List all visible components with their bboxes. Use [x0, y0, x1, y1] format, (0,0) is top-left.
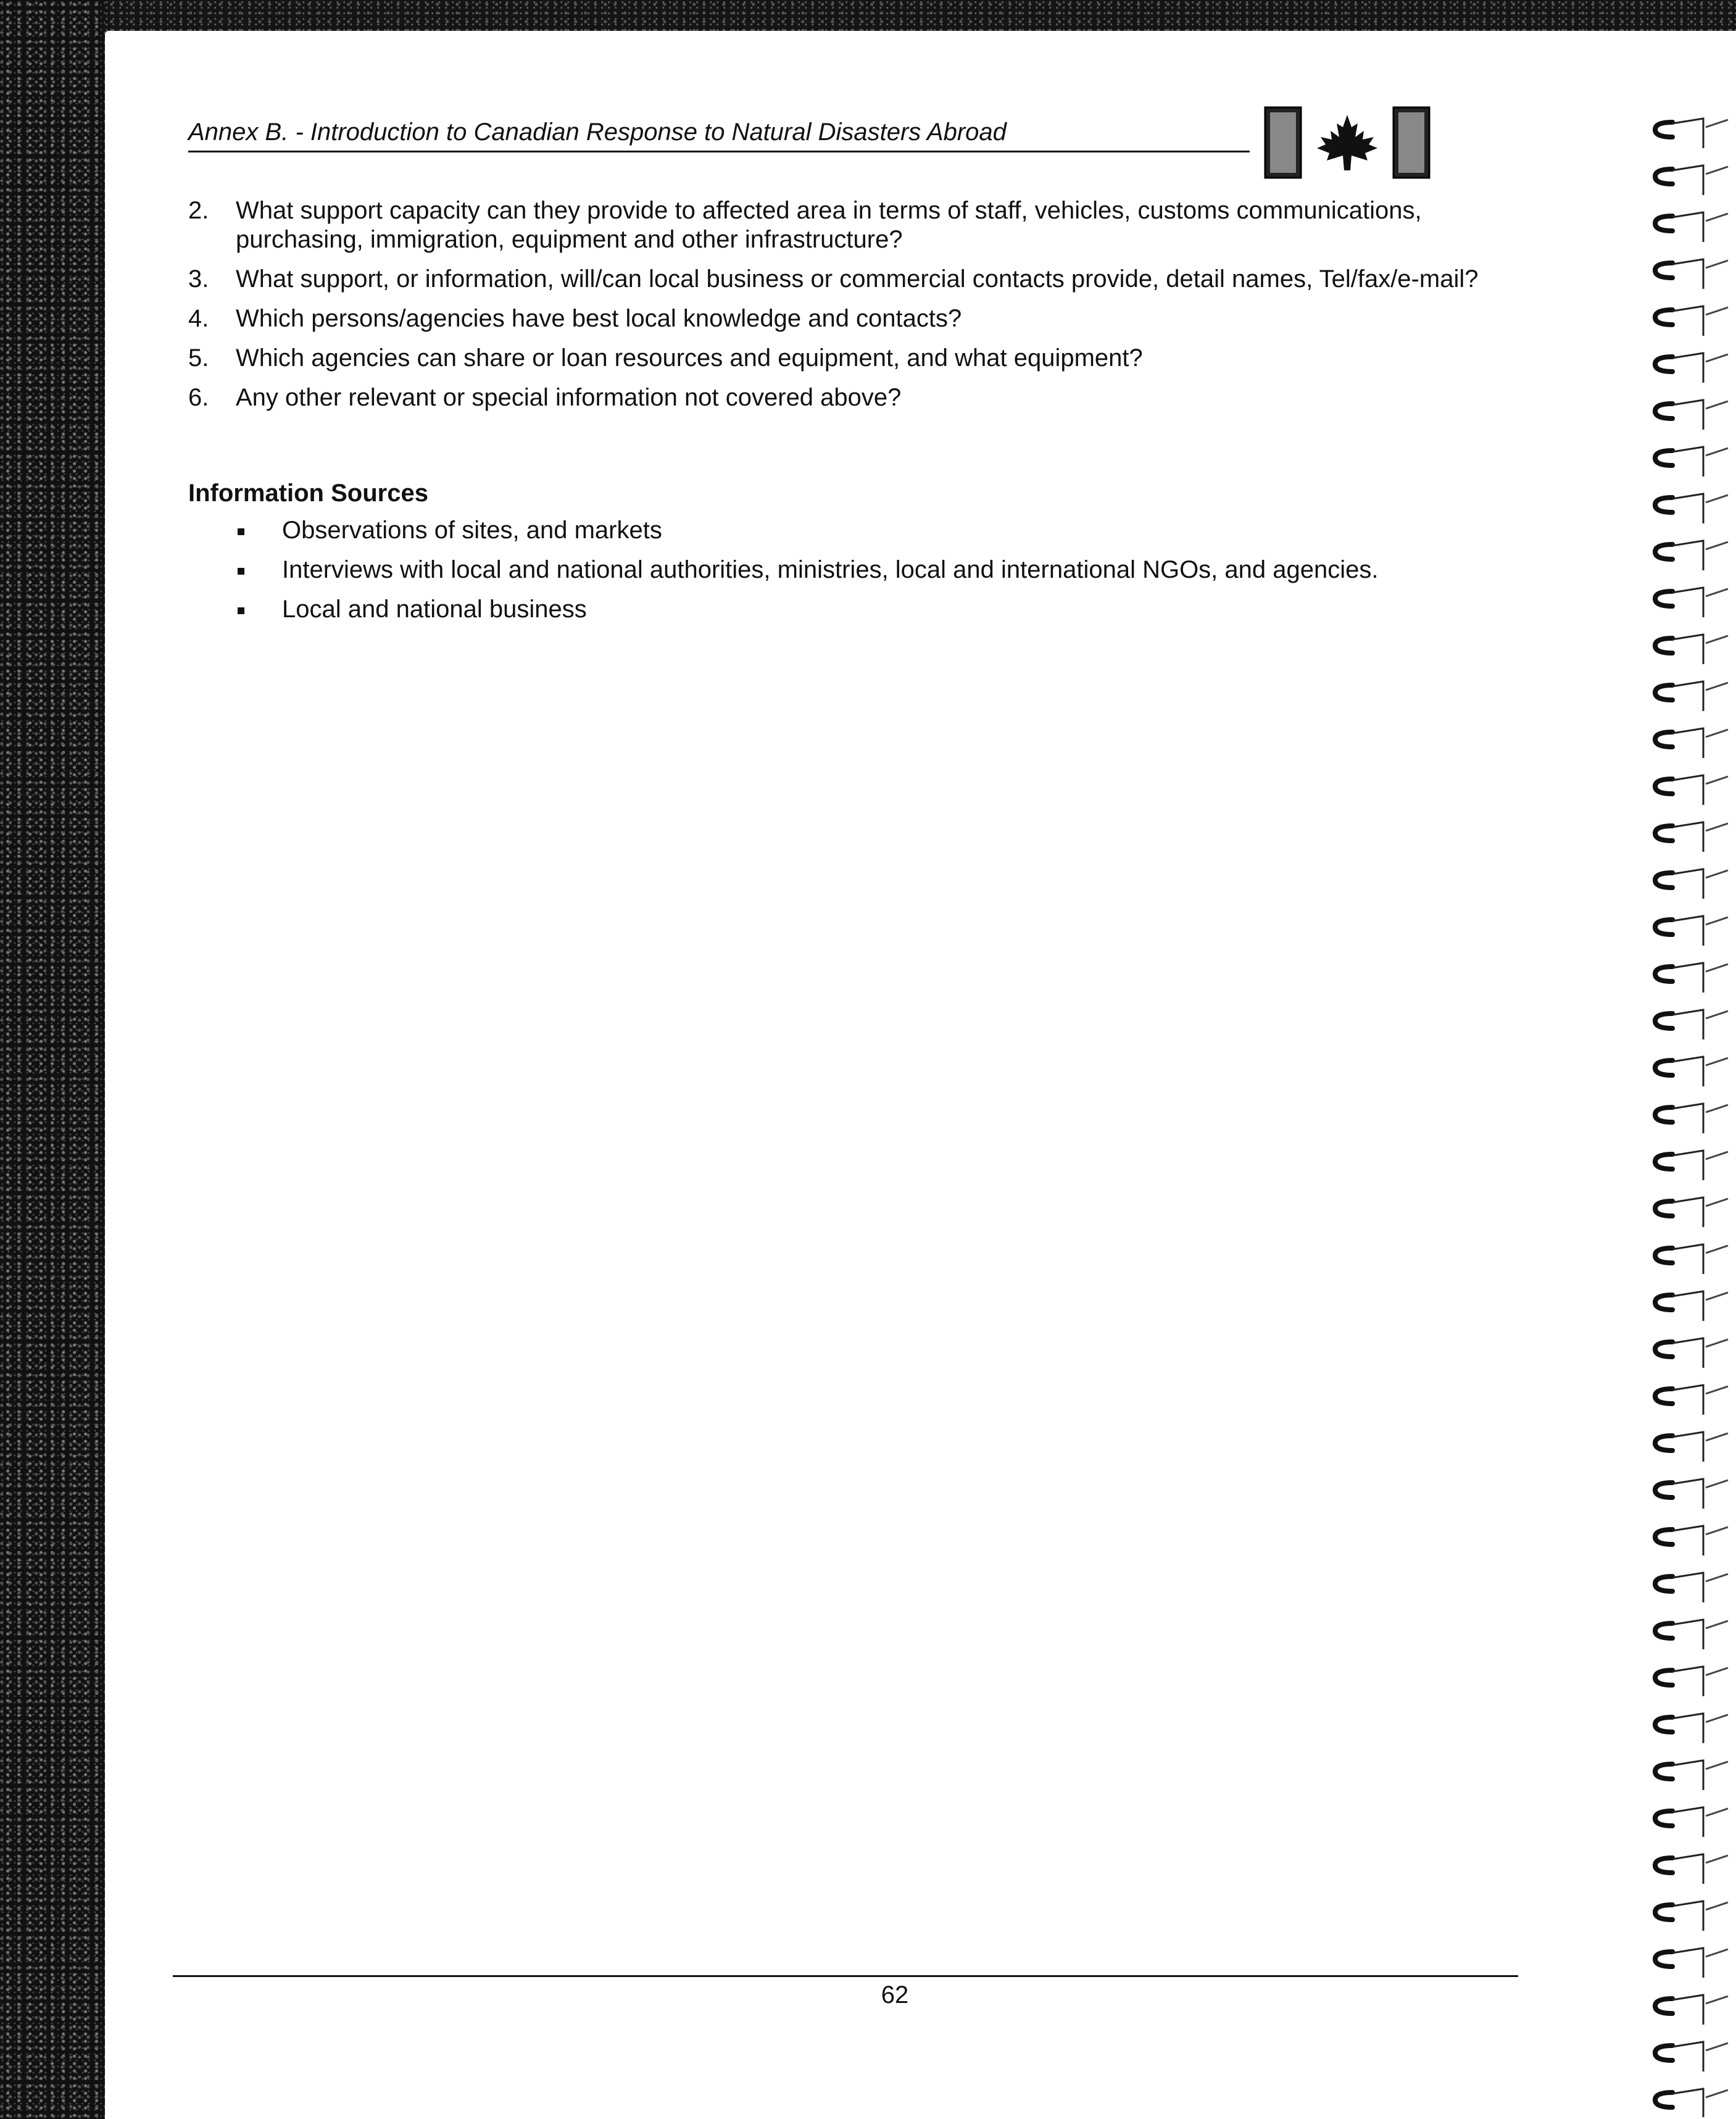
canadian-flag-icon: [1264, 106, 1431, 179]
item-text: Which agencies can share or loan resources and equipment, and what equipment?: [236, 344, 1143, 372]
spiral-coil: [1655, 1526, 1728, 1555]
spiral-coil: [1655, 1385, 1728, 1415]
list-item: [188, 344, 1515, 373]
spiral-coil: [1655, 259, 1728, 289]
spiral-coil: [1655, 1244, 1728, 1274]
square-bullet-icon: [238, 568, 244, 575]
spiral-coil: [1655, 1620, 1728, 1649]
spiral-coil: [1655, 1760, 1728, 1790]
spiral-coil: [1655, 916, 1728, 946]
spiral-coil: [1655, 1713, 1728, 1743]
spiral-coil: [1655, 1479, 1728, 1509]
list-item: [238, 556, 1472, 585]
section-heading: Information Sources: [188, 480, 428, 507]
item-text: Interviews with local and national authorities, ministries, local and international NGOs, and agencies.: [282, 556, 1379, 583]
question-list: [188, 196, 1515, 423]
spiral-coil: [1655, 1291, 1728, 1321]
spiral-coil: [1655, 1104, 1728, 1133]
spiral-coil: [1655, 1432, 1728, 1462]
footer-rule: [173, 1975, 1518, 1977]
header-rule: [188, 151, 1250, 152]
spiral-coil: [1655, 869, 1728, 899]
item-number: 3.: [188, 265, 209, 293]
spiral-coil: [1655, 963, 1728, 993]
spiral-coil: [1655, 119, 1728, 148]
page-number: 62: [881, 1981, 909, 2009]
square-bullet-icon: [238, 528, 244, 535]
spiral-coil: [1655, 1854, 1728, 1884]
spiral-coil: [1655, 1151, 1728, 1180]
spiral-coil: [1655, 775, 1728, 805]
spiral-coil: [1655, 212, 1728, 242]
spiral-coil: [1655, 494, 1728, 523]
spiral-coil: [1655, 1573, 1728, 1602]
spiral-coil: [1655, 822, 1728, 852]
item-number: 5.: [188, 344, 209, 372]
item-text: What support, or information, will/can local business or commercial contacts provide, detail names, Tel/fax/e-mail?: [236, 265, 1479, 293]
item-text: What support capacity can they provide to affected area in terms of staff, vehicles, customs communications, purchasing, immigration, equipment and other infrastructure?: [236, 197, 1422, 253]
item-number: 6.: [188, 384, 209, 411]
scan-background-top: [0, 0, 1736, 31]
list-item: [188, 265, 1515, 294]
sources-list: [238, 516, 1472, 635]
spiral-coil: [1655, 353, 1728, 383]
item-number: 4.: [188, 305, 209, 332]
spiral-coil: [1655, 1057, 1728, 1086]
item-number: 2.: [188, 197, 209, 224]
scan-background-left: [0, 0, 105, 2119]
spiral-binding-icon: [1642, 62, 1734, 2117]
spiral-coil: [1655, 306, 1728, 336]
spiral-coil: [1655, 1901, 1728, 1931]
spiral-coil: [1655, 447, 1728, 477]
spiral-coil: [1655, 681, 1728, 711]
spiral-coil: [1655, 1995, 1728, 2025]
spiral-coil: [1655, 1197, 1728, 1227]
spiral-coil: [1655, 1807, 1728, 1837]
spiral-coil: [1655, 1010, 1728, 1039]
spiral-coil: [1655, 588, 1728, 617]
spiral-coil: [1655, 635, 1728, 664]
item-text: Observations of sites, and markets: [282, 517, 662, 544]
spiral-coil: [1655, 728, 1728, 758]
list-item: [238, 516, 1472, 545]
spiral-coil: [1655, 1667, 1728, 1696]
list-item: [238, 595, 1472, 624]
running-header-title: Annex B. - Introduction to Canadian Response to Natural Disasters Abroad: [188, 119, 1007, 146]
item-text: Any other relevant or special information not covered above?: [236, 384, 902, 411]
spiral-coil: [1655, 2089, 1728, 2117]
spiral-coil: [1655, 1948, 1728, 1978]
spiral-coil: [1655, 541, 1728, 570]
list-item: [188, 196, 1515, 254]
spiral-coil: [1655, 2042, 1728, 2071]
square-bullet-icon: [238, 607, 244, 614]
spiral-coil: [1655, 165, 1728, 195]
spiral-coil: [1655, 1338, 1728, 1368]
item-text: Which persons/agencies have best local knowledge and contacts?: [236, 305, 962, 332]
spiral-coil: [1655, 400, 1728, 430]
item-text: Local and national business: [282, 596, 587, 623]
list-item: [188, 304, 1515, 333]
list-item: [188, 383, 1515, 412]
